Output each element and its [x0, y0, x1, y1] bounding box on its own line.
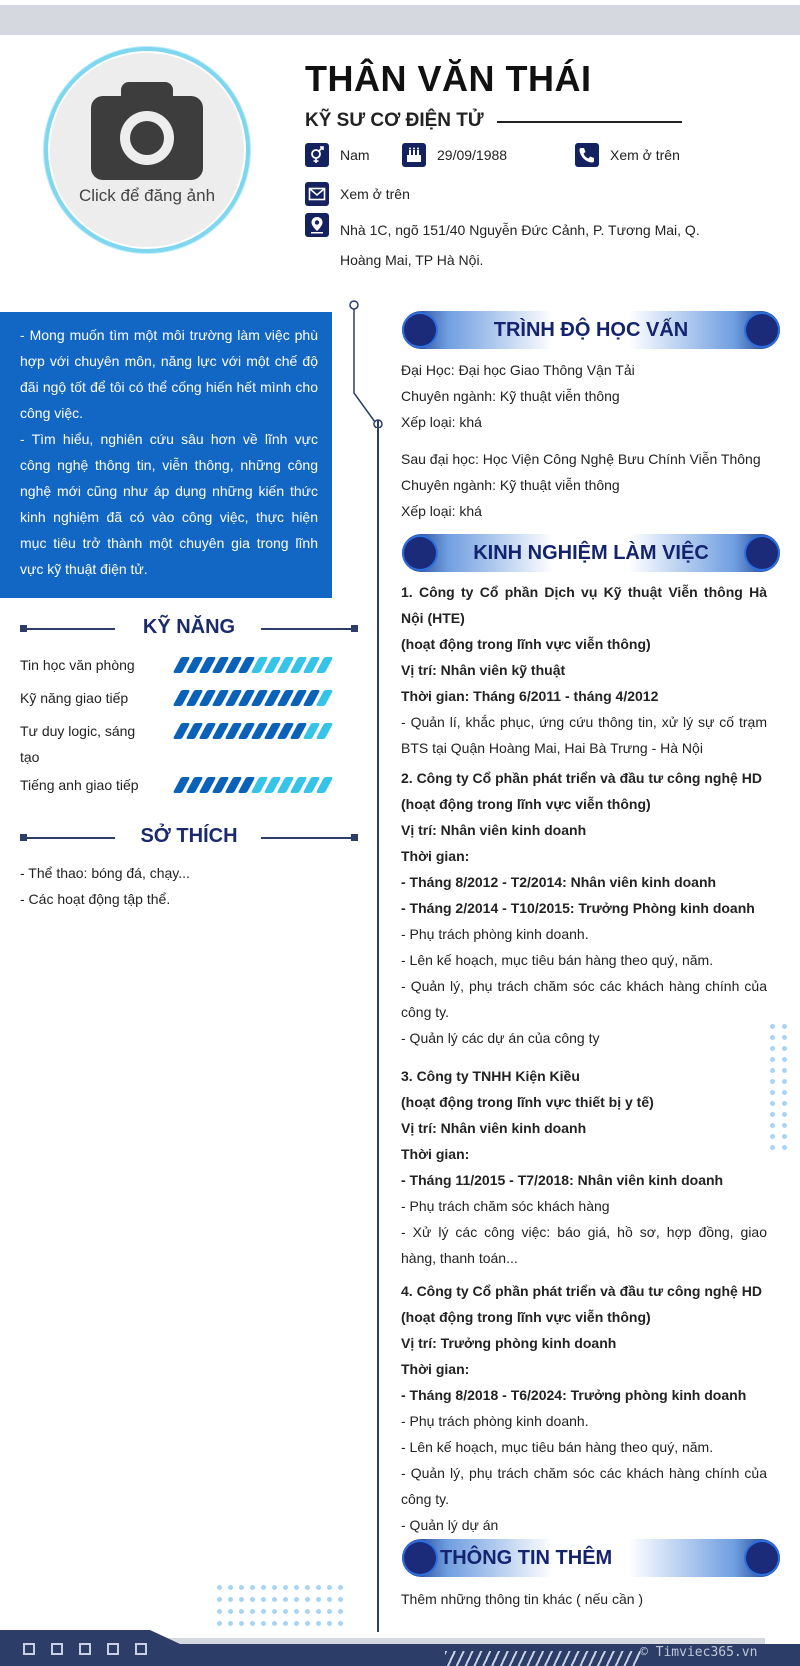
- education-line: Chuyên ngành: Kỹ thuật viễn thông: [401, 477, 620, 493]
- footer-square: [23, 1643, 35, 1655]
- dot: [327, 1585, 332, 1590]
- job-duty: - Lên kế hoạch, mục tiêu bán hàng theo quý, năm.: [401, 1439, 714, 1455]
- job-duty: - Quản lý, phụ trách chăm sóc các khách hàng chính của công ty.: [401, 978, 767, 1020]
- job-duty: - Quản lí, khắc phục, ứng cứu thông tin, xử lý sự cố trạm BTS tại Quận Hoàng Mai, Hai Bà Trưng - Hà Nội: [401, 714, 767, 756]
- skill-name: Tin học văn phòng: [20, 657, 135, 673]
- dot: [770, 1057, 775, 1062]
- birthday-cake-icon: [402, 143, 426, 167]
- dot: [338, 1597, 343, 1602]
- dot: [327, 1609, 332, 1614]
- job-entry: [401, 1278, 767, 1538]
- dot: [228, 1621, 233, 1626]
- skill-bar: [177, 723, 333, 739]
- dot: [770, 1123, 775, 1128]
- dots-decoration-right: [770, 1024, 787, 1150]
- job-detail: Thời gian:: [401, 1361, 470, 1377]
- phone-row: [575, 143, 680, 167]
- gender-value: Nam: [340, 147, 370, 163]
- dot: [228, 1585, 233, 1590]
- dot: [228, 1597, 233, 1602]
- dot: [283, 1597, 288, 1602]
- dot: [782, 1024, 787, 1029]
- job-title: KỸ SƯ CƠ ĐIỆN TỬ: [305, 110, 484, 131]
- dot: [305, 1621, 310, 1626]
- job-detail: 4. Công ty Cổ phần phát triển và đầu tư công nghệ HD: [401, 1283, 762, 1299]
- job-duty: - Quản lý dự án: [401, 1517, 499, 1533]
- address-value: Nhà 1C, ngõ 151/40 Nguyễn Đức Cảnh, P. Tương Mai, Q. Hoàng Mai, TP Hà Nội.: [340, 222, 700, 268]
- job-detail: - Tháng 8/2012 - T2/2014: Nhân viên kinh doanh: [401, 874, 717, 890]
- dot: [327, 1597, 332, 1602]
- footer-hatch: [445, 1651, 640, 1666]
- dot: [782, 1101, 787, 1106]
- education-line: Đại Học: Đại học Giao Thông Vận Tải: [401, 362, 635, 378]
- dot: [338, 1609, 343, 1614]
- footer-square: [79, 1643, 91, 1655]
- dot: [316, 1621, 321, 1626]
- dot: [261, 1609, 266, 1614]
- dot: [272, 1621, 277, 1626]
- camera-icon[interactable]: [91, 82, 203, 180]
- skills-heading: [20, 614, 358, 644]
- job-duty: - Quản lý, phụ trách chăm sóc các khách hàng chính của công ty.: [401, 1465, 767, 1507]
- candidate-name: THÂN VĂN THÁI: [305, 58, 592, 99]
- skills-title: KỸ NĂNG: [133, 616, 245, 638]
- skill-name: Tiếng anh giao tiếp: [20, 777, 139, 793]
- dot: [338, 1585, 343, 1590]
- job-detail: (hoạt động trong lĩnh vực viễn thông): [401, 1309, 651, 1325]
- birthday-row: [402, 143, 507, 167]
- job-detail: Thời gian:: [401, 848, 470, 864]
- education-block: [401, 446, 767, 524]
- dot: [305, 1597, 310, 1602]
- hobbies-title: SỞ THÍCH: [130, 825, 247, 847]
- dot: [770, 1035, 775, 1040]
- objective-paragraph: - Mong muốn tìm một môi trường làm việc phù hợp với chuyên môn, năng lực với một chế độ đãi ngộ tốt để tôi có thể cống hiến hết mình cho công việc.: [20, 327, 318, 421]
- dot: [294, 1597, 299, 1602]
- education-line: Xếp loại: khá: [401, 414, 482, 430]
- job-entry: [401, 1063, 767, 1271]
- dot: [272, 1585, 277, 1590]
- job-detail: Vị trí: Nhân viên kinh doanh: [401, 822, 587, 838]
- footer-square: [107, 1643, 119, 1655]
- extra-info-heading: [402, 1539, 780, 1577]
- phone-icon: [575, 143, 599, 167]
- gender-row: [305, 143, 370, 167]
- timeline-line: [377, 420, 379, 1632]
- job-duty: - Phụ trách phòng kinh doanh.: [401, 1413, 589, 1429]
- job-detail: (hoạt động trong lĩnh vực thiết bị y tế): [401, 1094, 654, 1110]
- footer-brand: © Timviec365.vn: [640, 1645, 758, 1660]
- dot: [250, 1585, 255, 1590]
- dot: [217, 1585, 222, 1590]
- education-title: TRÌNH ĐỘ HỌC VẤN: [493, 319, 689, 341]
- dot: [782, 1145, 787, 1150]
- dot: [316, 1609, 321, 1614]
- hobby-item: - Các hoạt động tập thể.: [20, 891, 171, 907]
- objective-paragraph: - Tìm hiểu, nghiên cứu sâu hơn về lĩnh vực công nghệ thông tin, viễn thông, những công nghệ mới cũng như áp dụng những kiến thức kinh nghiệm đã có vào công việc, thực hiện mục tiêu trở thành một chuyên gia trong lĩnh vực kỹ thuật điện tử.: [20, 431, 318, 577]
- job-title-divider: [497, 121, 682, 123]
- dot: [782, 1134, 787, 1139]
- job-duty: - Quản lý các dự án của công ty: [401, 1030, 600, 1046]
- dot: [294, 1621, 299, 1626]
- dot: [261, 1597, 266, 1602]
- job-detail: 3. Công ty TNHH Kiện Kiều: [401, 1068, 580, 1084]
- experience-heading: [402, 534, 780, 572]
- top-band: [0, 5, 800, 35]
- dot: [770, 1145, 775, 1150]
- extra-info-title: THÔNG TIN THÊM: [440, 1547, 613, 1569]
- skill-row: [20, 772, 350, 798]
- dot: [770, 1079, 775, 1084]
- extra-info-text: Thêm những thông tin khác ( nếu cần ): [401, 1591, 644, 1607]
- timeline-connector: [345, 298, 385, 428]
- job-detail: - Tháng 8/2018 - T6/2024: Trưởng phòng kinh doanh: [401, 1387, 747, 1403]
- dot: [283, 1585, 288, 1590]
- job-detail: (hoạt động trong lĩnh vực viễn thông): [401, 636, 651, 652]
- dot: [217, 1597, 222, 1602]
- dot: [217, 1621, 222, 1626]
- dot: [261, 1585, 266, 1590]
- dot: [239, 1585, 244, 1590]
- career-objective: [0, 312, 332, 598]
- skill-name: Kỹ năng giao tiếp: [20, 690, 129, 706]
- job-entry: [401, 579, 767, 761]
- dot: [782, 1090, 787, 1095]
- dot: [770, 1024, 775, 1029]
- email-value: Xem ở trên: [340, 186, 410, 202]
- dot: [305, 1585, 310, 1590]
- dot: [770, 1046, 775, 1051]
- gender-icon: [305, 143, 329, 167]
- education-block: [401, 357, 767, 435]
- dot: [338, 1621, 343, 1626]
- hobbies-heading: [20, 823, 358, 853]
- experience-title: KINH NGHIỆM LÀM VIỆC: [473, 542, 709, 564]
- dot: [316, 1597, 321, 1602]
- job-detail: - Tháng 11/2015 - T7/2018: Nhân viên kinh doanh: [401, 1172, 724, 1188]
- dot: [239, 1609, 244, 1614]
- birthday-value: 29/09/1988: [437, 147, 508, 163]
- job-detail: (hoạt động trong lĩnh vực viễn thông): [401, 796, 651, 812]
- footer-square: [51, 1643, 63, 1655]
- skill-name: Tư duy logic, sáng tạo: [20, 723, 136, 765]
- dot: [250, 1597, 255, 1602]
- dots-decoration-bottom: [217, 1585, 343, 1626]
- dot: [261, 1621, 266, 1626]
- job-duty: - Xử lý các công việc: báo giá, hồ sơ, hợp đồng, giao hàng, thanh toán...: [401, 1224, 767, 1266]
- job-detail: - Tháng 2/2014 - T10/2015: Trưởng Phòng kinh doanh: [401, 900, 755, 916]
- skill-bar: [177, 657, 333, 673]
- dot: [782, 1057, 787, 1062]
- job-detail: 1. Công ty Cổ phần Dịch vụ Kỹ thuật Viễn thông Hà Nội (HTE): [401, 584, 767, 626]
- education-heading: [402, 311, 780, 349]
- job-duty: - Phụ trách phòng kinh doanh.: [401, 926, 589, 942]
- dot: [239, 1621, 244, 1626]
- dot: [782, 1046, 787, 1051]
- education-line: Sau đại học: Học Viện Công Nghệ Bưu Chính Viễn Thông: [401, 451, 761, 467]
- dot: [283, 1621, 288, 1626]
- email-row: [305, 182, 410, 206]
- job-detail: Vị trí: Trưởng phòng kinh doanh: [401, 1335, 617, 1351]
- dot: [250, 1609, 255, 1614]
- education-line: Chuyên ngành: Kỹ thuật viễn thông: [401, 388, 620, 404]
- skill-row: [20, 685, 350, 711]
- job-entry: [401, 765, 767, 1051]
- email-icon: [305, 182, 329, 206]
- skill-row: [20, 652, 350, 678]
- dot: [294, 1609, 299, 1614]
- dot: [770, 1112, 775, 1117]
- education-line: Xếp loại: khá: [401, 503, 482, 519]
- dot: [294, 1585, 299, 1590]
- dot: [250, 1621, 255, 1626]
- location-pin-icon: [305, 213, 329, 237]
- phone-value: Xem ở trên: [610, 147, 680, 163]
- job-detail: Vị trí: Nhân viên kinh doanh: [401, 1120, 587, 1136]
- upload-photo-caption[interactable]: Click để đăng ảnh: [78, 186, 216, 205]
- skill-row: [20, 718, 350, 770]
- dot: [782, 1068, 787, 1073]
- job-detail: Thời gian: Tháng 6/2011 - tháng 4/2012: [401, 688, 659, 704]
- job-duty: - Lên kế hoạch, mục tiêu bán hàng theo quý, năm.: [401, 952, 714, 968]
- job-detail: Thời gian:: [401, 1146, 470, 1162]
- footer-square: [135, 1643, 147, 1655]
- dot: [305, 1609, 310, 1614]
- dot: [770, 1068, 775, 1073]
- dot: [228, 1609, 233, 1614]
- dot: [316, 1585, 321, 1590]
- dot: [327, 1621, 332, 1626]
- dot: [782, 1123, 787, 1128]
- dot: [770, 1101, 775, 1106]
- dot: [217, 1609, 222, 1614]
- dot: [239, 1597, 244, 1602]
- dot: [283, 1609, 288, 1614]
- dot: [782, 1112, 787, 1117]
- job-detail: 2. Công ty Cổ phần phát triển và đầu tư công nghệ HD: [401, 770, 762, 786]
- dot: [782, 1035, 787, 1040]
- dot: [782, 1079, 787, 1084]
- job-duty: - Phụ trách chăm sóc khách hàng: [401, 1198, 610, 1214]
- skill-bar: [177, 777, 333, 793]
- dot: [770, 1090, 775, 1095]
- hobby-item: - Thể thao: bóng đá, chạy...: [20, 865, 190, 881]
- address-row: [305, 213, 340, 237]
- dot: [272, 1597, 277, 1602]
- skill-bar: [177, 690, 333, 706]
- dot: [272, 1609, 277, 1614]
- job-detail: Vị trí: Nhân viên kỹ thuật: [401, 662, 566, 678]
- dot: [770, 1134, 775, 1139]
